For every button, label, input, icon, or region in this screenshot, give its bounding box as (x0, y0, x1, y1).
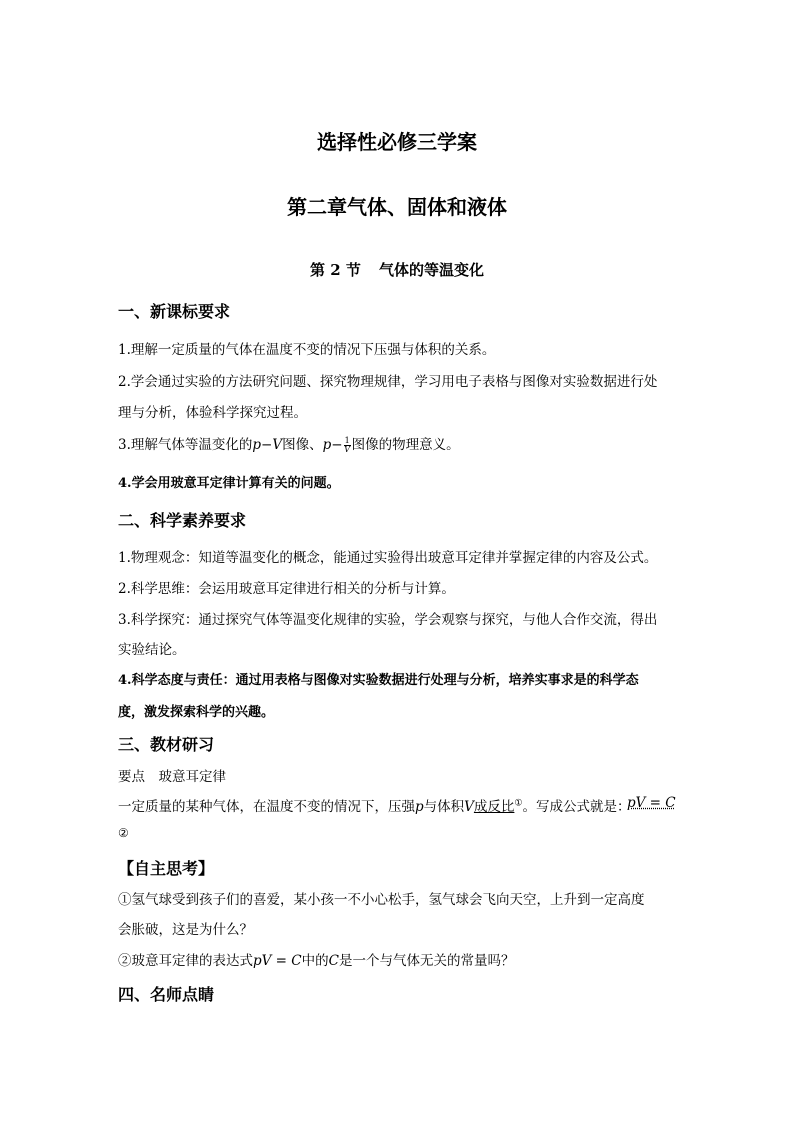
paragraph: 1.理解一定质量的气体在温度不变的情况下压强与体积的关系。 (118, 342, 496, 358)
math-c: C (328, 953, 339, 969)
paragraph: 2.科学思维：会运用玻意耳定律进行相关的分析与计算。 (118, 581, 455, 597)
section-title (0, 259, 794, 280)
paragraph-bold: 度，激发探索科学的兴趣。 (118, 705, 275, 720)
text: 与体积 (423, 799, 465, 815)
paragraph: 2.学会通过实验的方法研究问题、探究物理规律，学习用电子表格与图像对实验数据进行处 (118, 374, 658, 390)
document-title: 选择性必修三学案 (317, 130, 477, 154)
math-p: p (415, 799, 424, 815)
text: 图像的物理意义。 (351, 437, 460, 453)
text: 3.理解气体等温变化的 (118, 437, 253, 453)
text: ②玻意耳定律的表达式 (118, 953, 253, 969)
boyle-law-formula (627, 795, 676, 811)
text: 图像、 (282, 437, 323, 453)
math-p: p− (322, 437, 343, 453)
footnote-marker-2: ② (118, 826, 129, 840)
paragraph-bold: 4.学会用玻意耳定律计算有关的问题。 (118, 476, 340, 491)
heading-curriculum-requirements: 一、新课标要求 (118, 302, 231, 321)
heading-self-thinking: 【自主思考】 (118, 859, 215, 878)
paragraph-graph-meaning (118, 433, 460, 454)
math-v: V (464, 799, 474, 815)
underlined-blank: 成反比 (473, 799, 515, 815)
question-1-cont: 会胀破，这是为什么？ (118, 922, 253, 938)
math-formula: pV = C (627, 795, 676, 811)
boyle-law-statement (118, 795, 630, 815)
heading-textbook-study: 三、教材研习 (118, 735, 215, 754)
question-2 (118, 949, 514, 969)
section-name: 气体的等温变化 (378, 261, 484, 279)
paragraph: 3.科学探究：通过探究气体等温变化规律的实验，学会观察与探究，与他人合作交流，得出 (118, 612, 658, 628)
text: 一定质量的某种气体，在温度不变的情况下，压强 (118, 799, 415, 815)
heading-teacher-notes: 四、名师点睛 (118, 985, 215, 1004)
heading-literacy-requirements: 二、科学素养要求 (118, 511, 247, 530)
fraction-1-over-v (344, 437, 351, 454)
question-1: ①氢气球受到孩子们的喜爱，某小孩一不小心松手，氢气球会飞向天空，上升到一定高度 (118, 892, 645, 908)
text: 中的 (301, 953, 329, 969)
section-number: 第 2 节 (310, 261, 361, 279)
fraction-denominator: V (344, 445, 350, 454)
paragraph: 实验结论。 (118, 642, 186, 658)
text: 是一个与气体无关的常量吗？ (338, 953, 515, 969)
paragraph-bold: 4.科学态度与责任：通过用表格与图像对实验数据进行处理与分析，培养实事求是的科学态 (118, 673, 639, 688)
fraction-numerator: 1 (344, 436, 350, 445)
math-formula: pV = C (253, 953, 302, 969)
paragraph: 1.物理观念：知道等温变化的概念，能通过实验得出玻意耳定律并掌握定律的内容及公式。 (118, 550, 658, 566)
paragraph: 理与分析，体验科学探究过程。 (118, 405, 307, 421)
footnote-marker: ① (514, 798, 523, 809)
chapter-title: 第二章气体、固体和液体 (287, 195, 507, 219)
math-p-v: p−V (252, 437, 283, 453)
key-point: 要点 玻意耳定律 (118, 769, 226, 785)
text: 。写成公式就是： (522, 799, 631, 815)
